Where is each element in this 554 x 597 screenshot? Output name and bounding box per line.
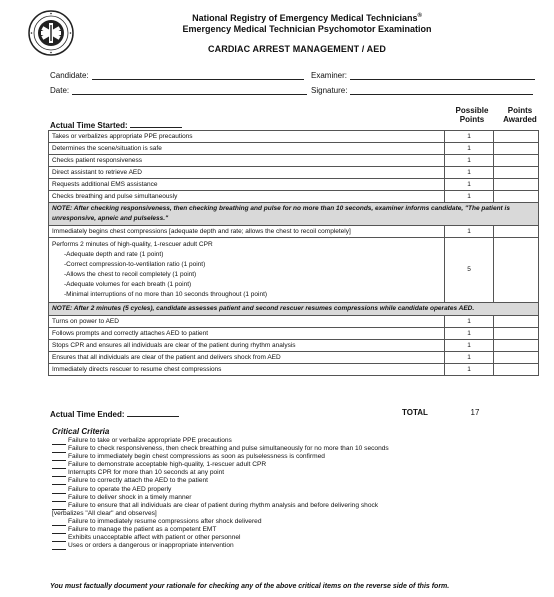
critical-criteria-item[interactable] — [52, 494, 389, 502]
critical-check-blank[interactable] — [52, 534, 66, 542]
points-awarded-cell[interactable] — [494, 340, 539, 352]
table-row — [49, 155, 539, 167]
step-text: Follows prompts and correctly attaches AED to patient — [49, 328, 445, 340]
critical-criteria-text: Failure to immediately resume compressions after shock delivered — [68, 517, 262, 525]
critical-check-blank[interactable] — [52, 502, 66, 510]
cpr-subitem: -Adequate volumes for each breath (1 point) — [64, 281, 192, 288]
exam-name: Emergency Medical Technician Psychomotor Examination — [182, 24, 432, 34]
registered-mark: ® — [417, 13, 422, 19]
table-row — [49, 340, 539, 352]
points-awarded-cell[interactable] — [494, 179, 539, 191]
date-label: Date: — [50, 86, 70, 95]
step-text: Requests additional EMS assistance — [49, 179, 445, 191]
critical-check-blank[interactable] — [52, 437, 66, 445]
points-awarded-cell[interactable] — [494, 226, 539, 238]
critical-criteria-item[interactable] — [52, 534, 389, 542]
critical-check-blank[interactable] — [52, 486, 66, 494]
candidate-line[interactable] — [92, 70, 304, 80]
cpr-row — [49, 238, 539, 303]
table-row — [49, 352, 539, 364]
critical-criteria-text: Failure to take or verbalize appropriate PPE precautions — [68, 437, 232, 444]
critical-criteria-item[interactable] — [52, 477, 389, 485]
step-text: Immediately begins chest compressions [adequate depth and rate; allows the chest to recoil completely] — [49, 226, 445, 238]
table-row — [49, 226, 539, 238]
table-row — [49, 167, 539, 179]
critical-check-blank[interactable] — [52, 453, 66, 461]
table-row — [49, 131, 539, 143]
actual-time-started-line[interactable] — [130, 119, 182, 128]
critical-criteria-continuation: [verbalizes "All clear" and observes] — [52, 509, 157, 517]
possible-header-line1: Possible — [455, 106, 489, 115]
cpr-subitem: -Correct compression-to-ventilation ratio (1 point) — [64, 261, 206, 268]
possible-points: 1 — [445, 191, 494, 203]
possible-points: 1 — [445, 364, 494, 376]
critical-check-blank[interactable] — [52, 542, 66, 550]
examiner-field[interactable] — [311, 70, 535, 80]
cpr-subitem: -Adequate depth and rate (1 point) — [64, 251, 164, 258]
possible-points: 1 — [445, 352, 494, 364]
cpr-subitem: -Allows the chest to recoil completely (1 point) — [64, 271, 197, 278]
critical-criteria-item[interactable] — [52, 542, 389, 550]
critical-criteria-text: Failure to ensure that all individuals are clear of patient during rhythm analysis and before delivering shock — [68, 501, 379, 509]
critical-criteria-text: Failure to check responsiveness, then check breathing and pulse simultaneously for no more than 10 seconds — [68, 445, 389, 453]
scoring-table — [48, 130, 539, 376]
step-text: Ensures that all individuals are clear of the patient and delivers shock from AED — [49, 352, 445, 364]
note-row — [49, 303, 539, 316]
critical-check-blank[interactable] — [52, 526, 66, 534]
footer-instruction: You must factually document your rationale for checking any of the above critical items on the reverse side of this form. — [50, 583, 450, 590]
critical-criteria-text: Exhibits unacceptable affect with patient or other personnel — [68, 534, 241, 542]
critical-check-blank[interactable] — [52, 461, 66, 469]
critical-check-blank[interactable] — [52, 518, 66, 526]
critical-criteria-item[interactable] — [52, 461, 389, 469]
critical-criteria-text: Failure to immediately begin chest compressions as soon as pulselessness is confirmed — [68, 453, 325, 461]
possible-points: 5 — [445, 238, 494, 303]
signature-label: Signature: — [311, 86, 348, 95]
table-row — [49, 191, 539, 203]
actual-time-ended-label: Actual Time Ended: — [50, 410, 125, 419]
candidate-label: Candidate: — [50, 71, 89, 80]
critical-criteria-item[interactable] — [52, 502, 389, 510]
critical-criteria-item[interactable] — [52, 486, 389, 494]
critical-criteria-text: Interrupts CPR for more than 10 seconds at any point — [68, 469, 225, 477]
critical-criteria-item[interactable] — [52, 526, 389, 534]
actual-time-ended[interactable] — [50, 408, 179, 419]
critical-criteria-item[interactable] — [52, 445, 389, 453]
critical-criteria-item[interactable] — [52, 453, 389, 461]
date-field[interactable] — [50, 85, 307, 95]
possible-header-line2: Points — [459, 115, 485, 124]
date-line[interactable] — [72, 85, 307, 95]
actual-time-started[interactable] — [50, 119, 182, 130]
actual-time-started-label: Actual Time Started: — [50, 121, 128, 130]
awarded-header-line2: Awarded — [503, 115, 537, 124]
points-awarded-cell[interactable] — [494, 238, 539, 303]
cpr-title: Performs 2 minutes of high-quality, 1-rescuer adult CPR — [52, 241, 213, 248]
critical-check-blank[interactable] — [52, 494, 66, 502]
possible-points: 1 — [445, 328, 494, 340]
critical-check-blank[interactable] — [52, 445, 66, 453]
note-text: NOTE: After checking responsiveness, then checking breathing and pulse for no more than 10 seconds, examiner informs candidate, "The patient is unresponsive, apneic and pulseless." — [49, 203, 539, 226]
table-row — [49, 316, 539, 328]
step-text: Checks breathing and pulse simultaneously — [49, 191, 445, 203]
org-name: National Registry of Emergency Medical Technicians — [192, 13, 418, 23]
table-row — [49, 179, 539, 191]
step-text: Turns on power to AED — [49, 316, 445, 328]
step-text: Direct assistant to retrieve AED — [49, 167, 445, 179]
critical-criteria-title: Critical Criteria — [52, 427, 110, 436]
points-awarded-cell[interactable] — [494, 191, 539, 203]
actual-time-ended-line[interactable] — [127, 408, 179, 417]
critical-check-blank[interactable] — [52, 469, 66, 477]
step-text: Takes or verbalizes appropriate PPE precautions — [49, 131, 445, 143]
table-row — [49, 143, 539, 155]
total-value: 17 — [470, 408, 480, 417]
critical-criteria-text: Failure to operate the AED properly — [68, 485, 172, 493]
possible-points: 1 — [445, 226, 494, 238]
note-row — [49, 203, 539, 226]
points-awarded-cell[interactable] — [494, 167, 539, 179]
possible-points: 1 — [445, 340, 494, 352]
critical-criteria-text: Uses or orders a dangerous or inappropriate intervention — [68, 542, 234, 550]
step-text: Stops CPR and ensures all individuals are clear of the patient during rhythm analysis — [49, 340, 445, 352]
step-text: Determines the scene/situation is safe — [49, 143, 445, 155]
examiner-line[interactable] — [350, 70, 535, 80]
possible-points: 1 — [445, 131, 494, 143]
cpr-text — [49, 238, 445, 303]
step-text: Checks patient responsiveness — [49, 155, 445, 167]
possible-points: 1 — [445, 143, 494, 155]
total-label: TOTAL — [402, 408, 428, 417]
critical-criteria-item[interactable] — [52, 518, 389, 526]
signature-field[interactable] — [311, 85, 533, 95]
critical-criteria-item[interactable] — [52, 469, 389, 477]
points-awarded-cell[interactable] — [494, 143, 539, 155]
form-title: CARDIAC ARREST MANAGEMENT / AED — [208, 44, 386, 54]
points-awarded-cell[interactable] — [494, 316, 539, 328]
candidate-field[interactable] — [50, 70, 304, 80]
examiner-label: Examiner: — [311, 71, 348, 80]
possible-points: 1 — [445, 179, 494, 191]
signature-line[interactable] — [350, 85, 533, 95]
critical-criteria-text: Failure to demonstrate acceptable high-quality, 1-rescuer adult CPR — [68, 461, 267, 469]
points-awarded-header — [498, 106, 542, 124]
critical-criteria-list — [52, 437, 389, 550]
points-awarded-cell[interactable] — [494, 352, 539, 364]
possible-points-header — [448, 106, 496, 124]
critical-criteria-text: Failure to correctly attach the AED to the patient — [68, 477, 209, 485]
possible-points: 1 — [445, 155, 494, 167]
form-header — [0, 11, 554, 35]
points-awarded-cell[interactable] — [494, 364, 539, 376]
possible-points: 1 — [445, 316, 494, 328]
note-text: NOTE: After 2 minutes (5 cycles), candidate assesses patient and second rescuer resumes compressions while candidate operates AED. — [49, 303, 539, 316]
cpr-subitem: -Minimal interruptions of no more than 10 seconds throughout (1 point) — [64, 291, 268, 298]
critical-check-blank[interactable] — [52, 477, 66, 485]
table-row — [49, 328, 539, 340]
critical-criteria-item[interactable] — [52, 437, 389, 445]
points-awarded-cell[interactable] — [494, 155, 539, 167]
critical-criteria-text: Failure to deliver shock in a timely manner — [68, 493, 192, 501]
step-text: Immediately directs rescuer to resume chest compressions — [49, 364, 445, 376]
awarded-header-line1: Points — [507, 106, 533, 115]
points-awarded-cell[interactable] — [494, 131, 539, 143]
table-row — [49, 364, 539, 376]
points-awarded-cell[interactable] — [494, 328, 539, 340]
critical-criteria-text: Failure to manage the patient as a competent EMT — [68, 526, 217, 534]
possible-points: 1 — [445, 167, 494, 179]
